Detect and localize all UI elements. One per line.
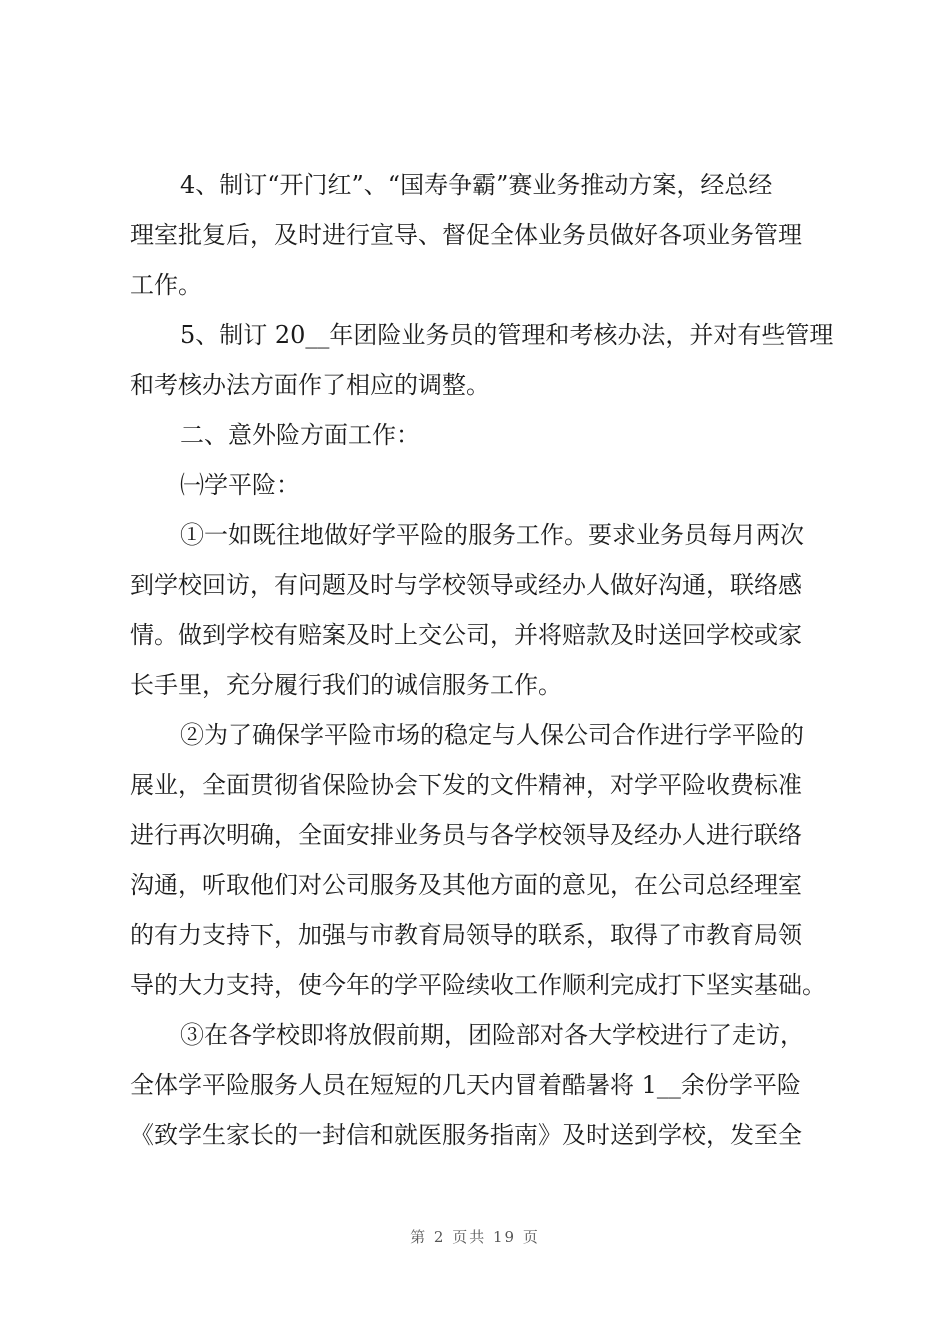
item-1-line-2: 到学校回访，有问题及时与学校领导或经办人做好沟通，联络感 <box>130 571 802 599</box>
paragraph-4-line-1: 4、制订“开门红”、“国寿争霸”赛业务推动方案，经总经 <box>180 171 773 199</box>
item-1-line-4: 长手里，充分履行我们的诚信服务工作。 <box>130 671 562 699</box>
paragraph-4-line-3: 工作。 <box>130 271 202 299</box>
item-2-line-6: 导的大力支持，使今年的学平险续收工作顺利完成打下坚实基础。 <box>130 971 826 999</box>
paragraph-5-line-1: 5、制订 20__年团险业务员的管理和考核办法，并对有些管理 <box>180 321 834 349</box>
item-1-line-3: 情。做到学校有赔案及时上交公司，并将赔款及时送回学校或家 <box>130 621 802 649</box>
section-heading: 二、意外险方面工作： <box>180 421 420 449</box>
item-3-line-1: ③在各学校即将放假前期，团险部对各大学校进行了走访， <box>180 1021 804 1049</box>
page-number-footer: 第 2 页共 19 页 <box>410 1228 540 1246</box>
item-1-line-1: ①一如既往地做好学平险的服务工作。要求业务员每月两次 <box>180 521 804 549</box>
subsection-heading: ㈠学平险： <box>180 471 300 499</box>
item-2-line-3: 进行再次明确，全面安排业务员与各学校领导及经办人进行联络 <box>130 821 802 849</box>
item-3-line-3: 《致学生家长的一封信和就医服务指南》及时送到学校，发至全 <box>130 1121 802 1149</box>
paragraph-4-line-2: 理室批复后，及时进行宣导、督促全体业务员做好各项业务管理 <box>130 221 802 249</box>
item-2-line-5: 的有力支持下，加强与市教育局领导的联系，取得了市教育局领 <box>130 921 802 949</box>
paragraph-5-line-2: 和考核办法方面作了相应的调整。 <box>130 371 490 399</box>
item-2-line-2: 展业，全面贯彻省保险协会下发的文件精神，对学平险收费标准 <box>130 771 802 799</box>
item-3-line-2: 全体学平险服务人员在短短的几天内冒着酷暑将 1__余份学平险 <box>130 1071 801 1099</box>
item-2-line-1: ②为了确保学平险市场的稳定与人保公司合作进行学平险的 <box>180 721 804 749</box>
item-2-line-4: 沟通，听取他们对公司服务及其他方面的意见，在公司总经理室 <box>130 871 802 899</box>
